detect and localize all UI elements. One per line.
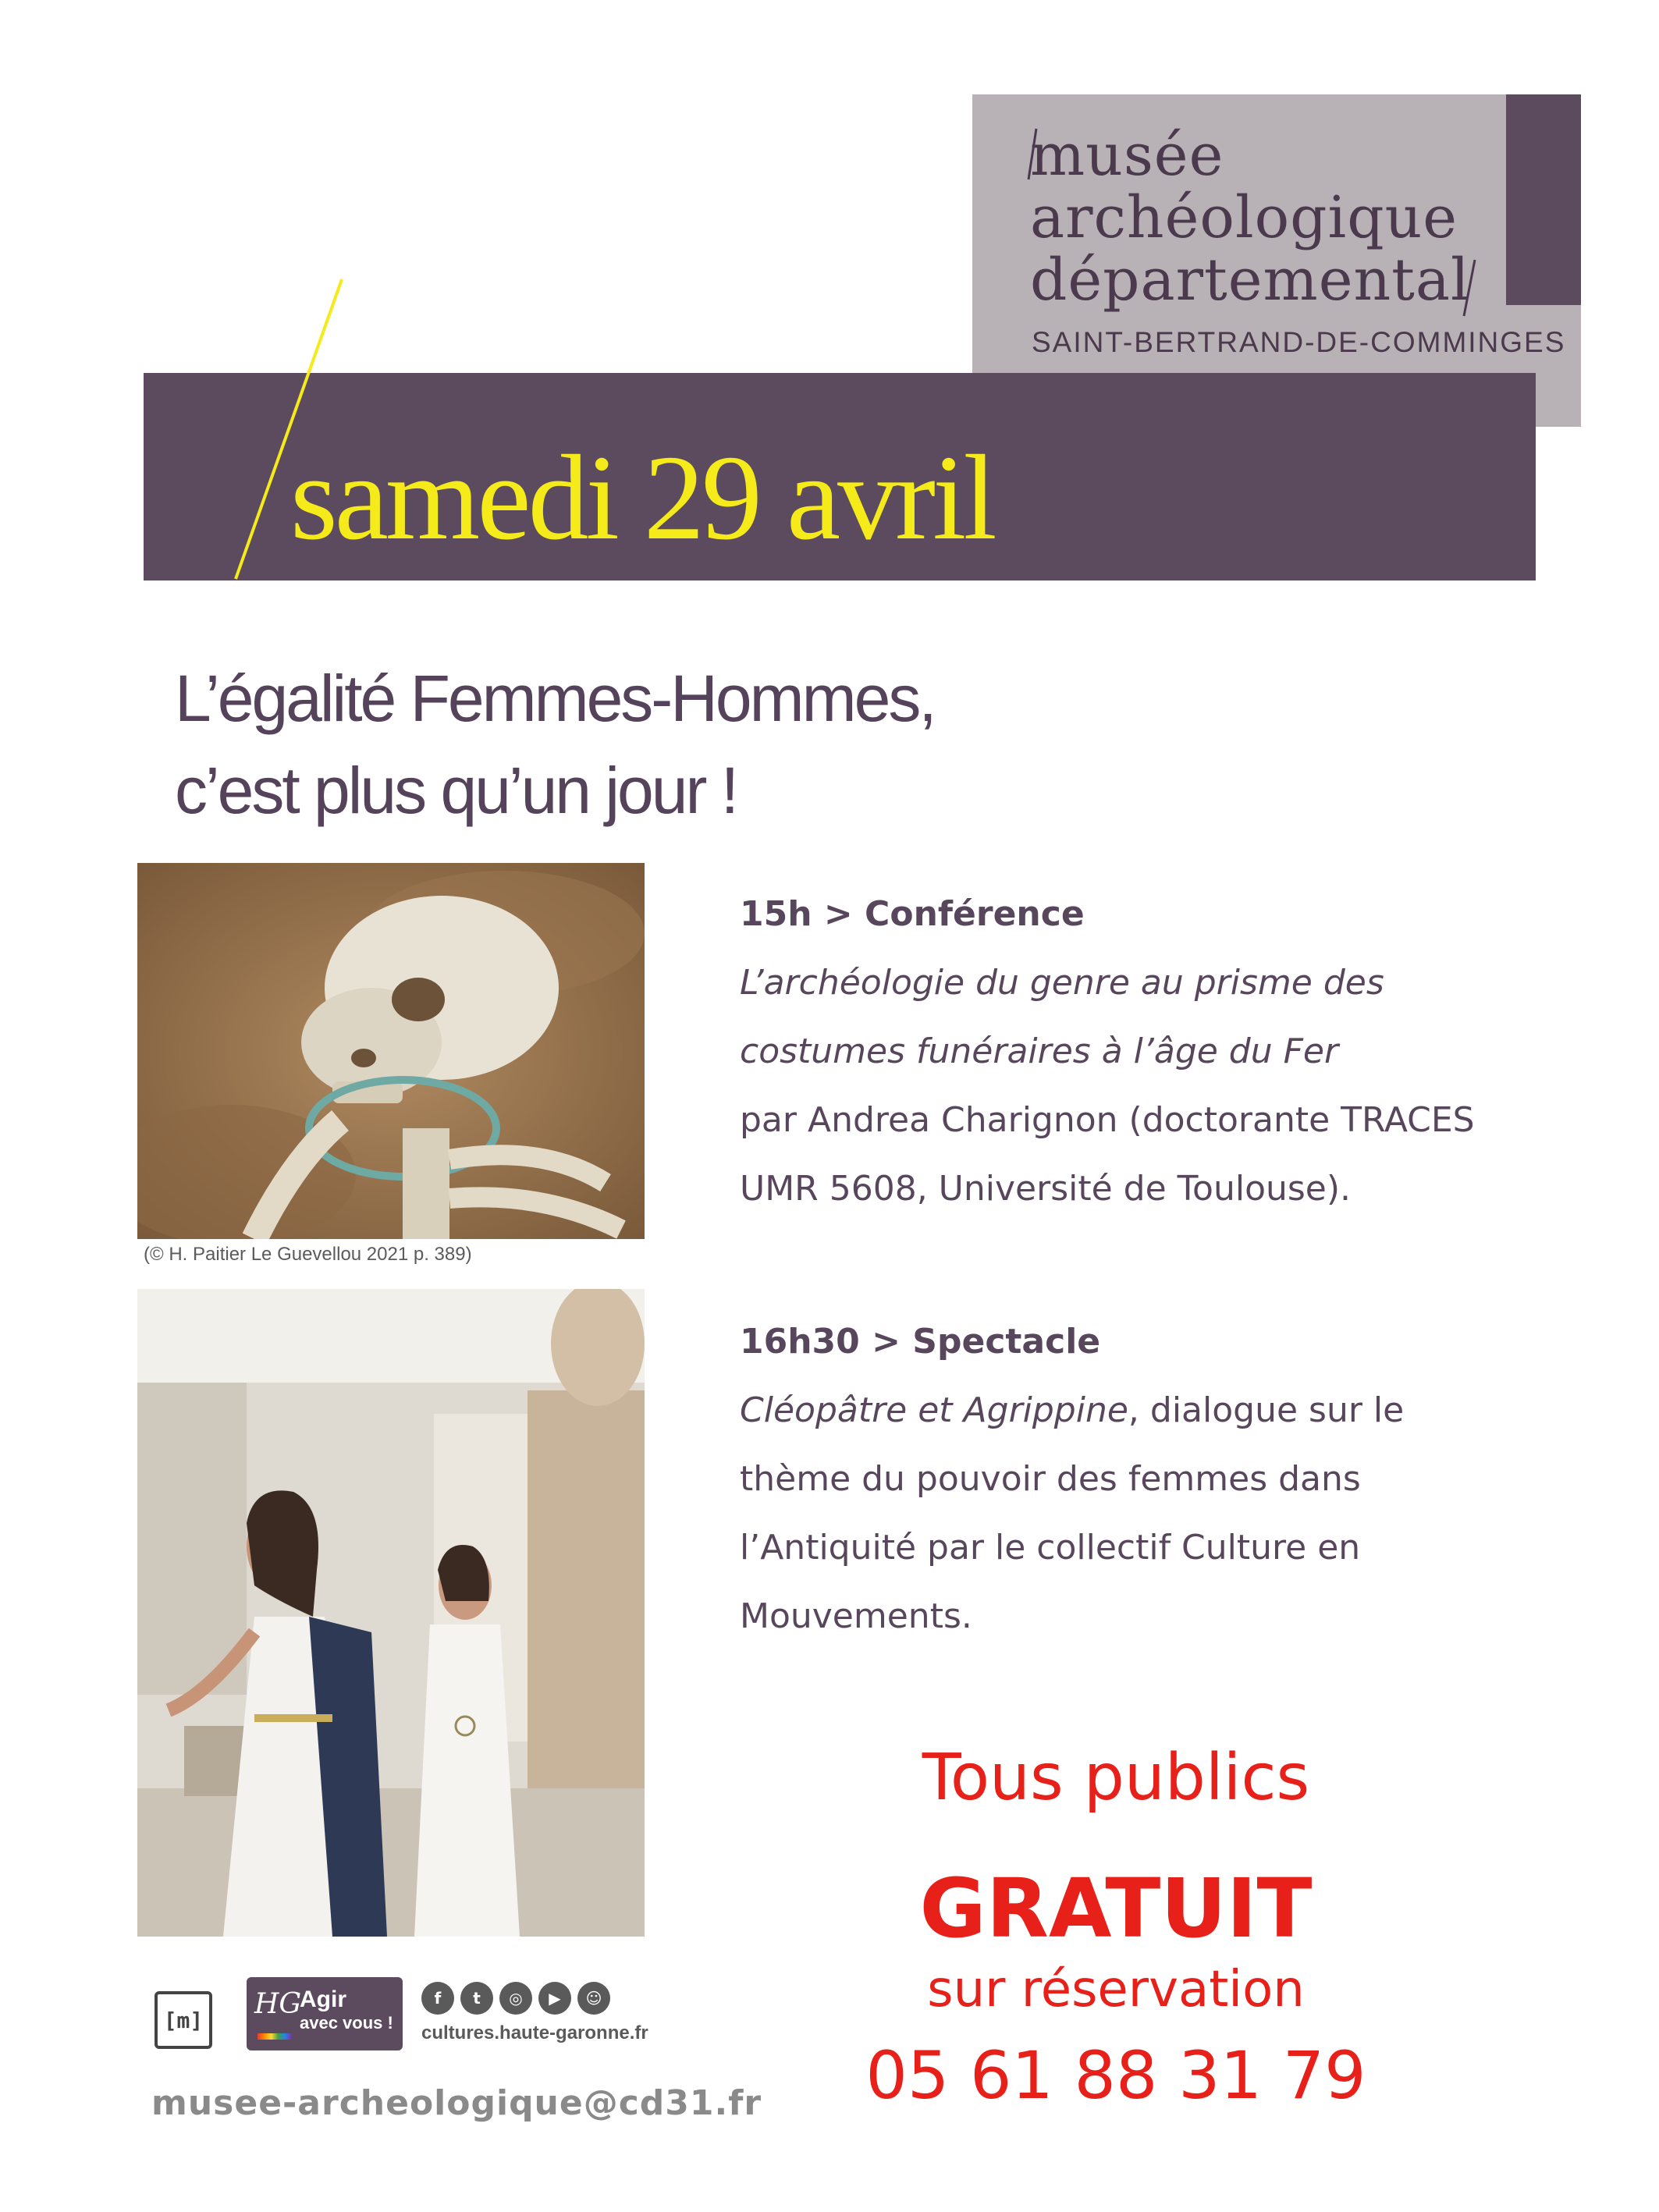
event-spectacle-line [740, 1376, 1404, 1445]
event-conference-line: UMR 5608, Université de Toulouse). [740, 1169, 1352, 1209]
snapchat-icon[interactable]: ☺ [577, 1982, 610, 2015]
show-desc-start: , dialogue sur le [1128, 1390, 1405, 1430]
phone-number[interactable]: 05 61 88 31 79 [865, 2037, 1366, 2114]
logo-location: SAINT-BERTRAND-DE-COMMINGES [1032, 326, 1566, 358]
page-heading [175, 652, 935, 836]
museum-icon: [m] [155, 1991, 212, 2049]
event-conference [740, 880, 1475, 1223]
event-conference-line: par Andrea Charignon (doctorante TRACES [740, 1100, 1475, 1140]
rainbow-bar [258, 2033, 292, 2040]
booking-label: sur réservation [927, 1961, 1305, 2018]
social-links [421, 1982, 610, 2015]
photo-credit: (© H. Paitier Le Guevellou 2021 p. 389) [144, 1244, 472, 1265]
event-date: samedi 29 avril [290, 430, 994, 565]
hg-slogan-line-2: avec vous ! [300, 2013, 393, 2033]
facebook-icon[interactable]: f [421, 1982, 454, 2015]
event-spectacle-line: thème du pouvoir des femmes dans [740, 1459, 1361, 1499]
event-spectacle-line: Mouvements. [740, 1596, 972, 1636]
logo-line-departemental: départemental [1030, 247, 1470, 314]
instagram-icon[interactable]: ◎ [499, 1982, 532, 2015]
logo-line-archeologique: archéologique [1030, 184, 1458, 251]
event-spectacle-title: 16h30 > Spectacle [740, 1322, 1101, 1362]
heading-line-1: L’égalité Femmes-Hommes, [175, 662, 935, 735]
youtube-icon[interactable]: ▶ [538, 1982, 571, 2015]
show-title: Cléopâtre et Agrippine [740, 1390, 1128, 1430]
twitter-icon[interactable]: t [460, 1982, 493, 2015]
social-url[interactable]: cultures.haute-garonne.fr [421, 2022, 648, 2043]
hg-slogan [300, 1988, 393, 2032]
event-spectacle-line: l’Antiquité par le collectif Culture en [740, 1528, 1361, 1568]
hg-slogan-line-1: Agir [300, 1987, 346, 2012]
logo-line-musee: musée [1030, 122, 1224, 189]
contact-email[interactable]: musee-archeologique@cd31.fr [151, 2083, 762, 2123]
event-conference-line: L’archéologie du genre au prisme des [740, 963, 1384, 1003]
event-conference-title: 15h > Conférence [740, 894, 1085, 934]
event-spectacle [740, 1308, 1404, 1651]
skeleton-photo [137, 863, 645, 1239]
hg-mark: HG [254, 1988, 302, 2020]
heading-line-2: c’est plus qu’un jour ! [175, 754, 737, 827]
performance-photo [137, 1289, 645, 1937]
event-conference-line: costumes funéraires à l’âge du Fer [740, 1031, 1339, 1071]
audience-label: Tous publics [922, 1741, 1310, 1815]
price-label: GRATUIT [919, 1861, 1313, 1956]
